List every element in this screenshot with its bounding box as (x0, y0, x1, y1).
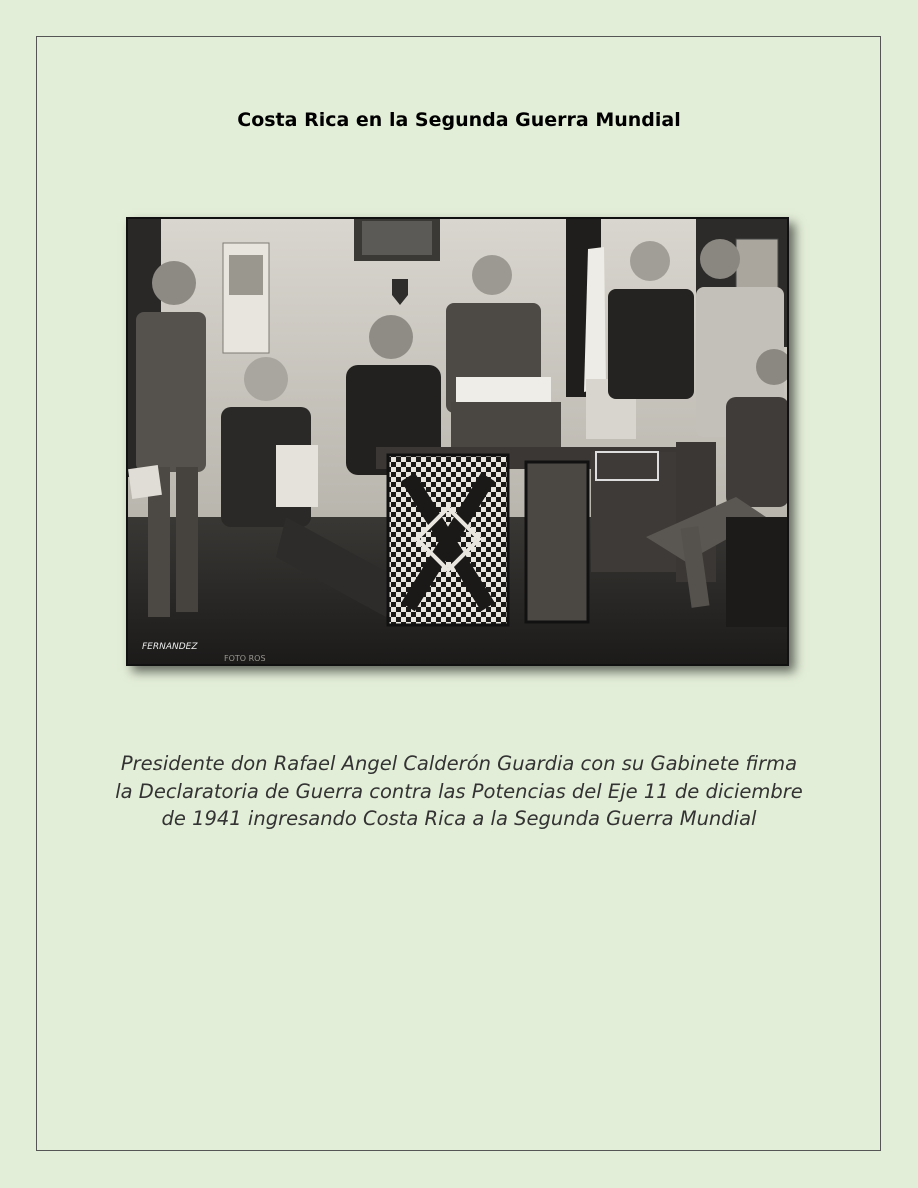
photo-caption: Presidente don Rafael Angel Calderón Guardia con su Gabinete firma la Declaratoria de Guerra contra las Potencias del Eje 11 de diciembre de 1941 ingresando Costa Rica a la Segunda Guerra Mundial (115, 752, 803, 830)
photo-signature: FERNANDEZ (142, 642, 198, 652)
page-title: Costa Rica en la Segunda Guerra Mundial (237, 109, 681, 131)
historical-photo (126, 217, 789, 666)
photo-stamp: FOTO ROS (224, 654, 266, 663)
